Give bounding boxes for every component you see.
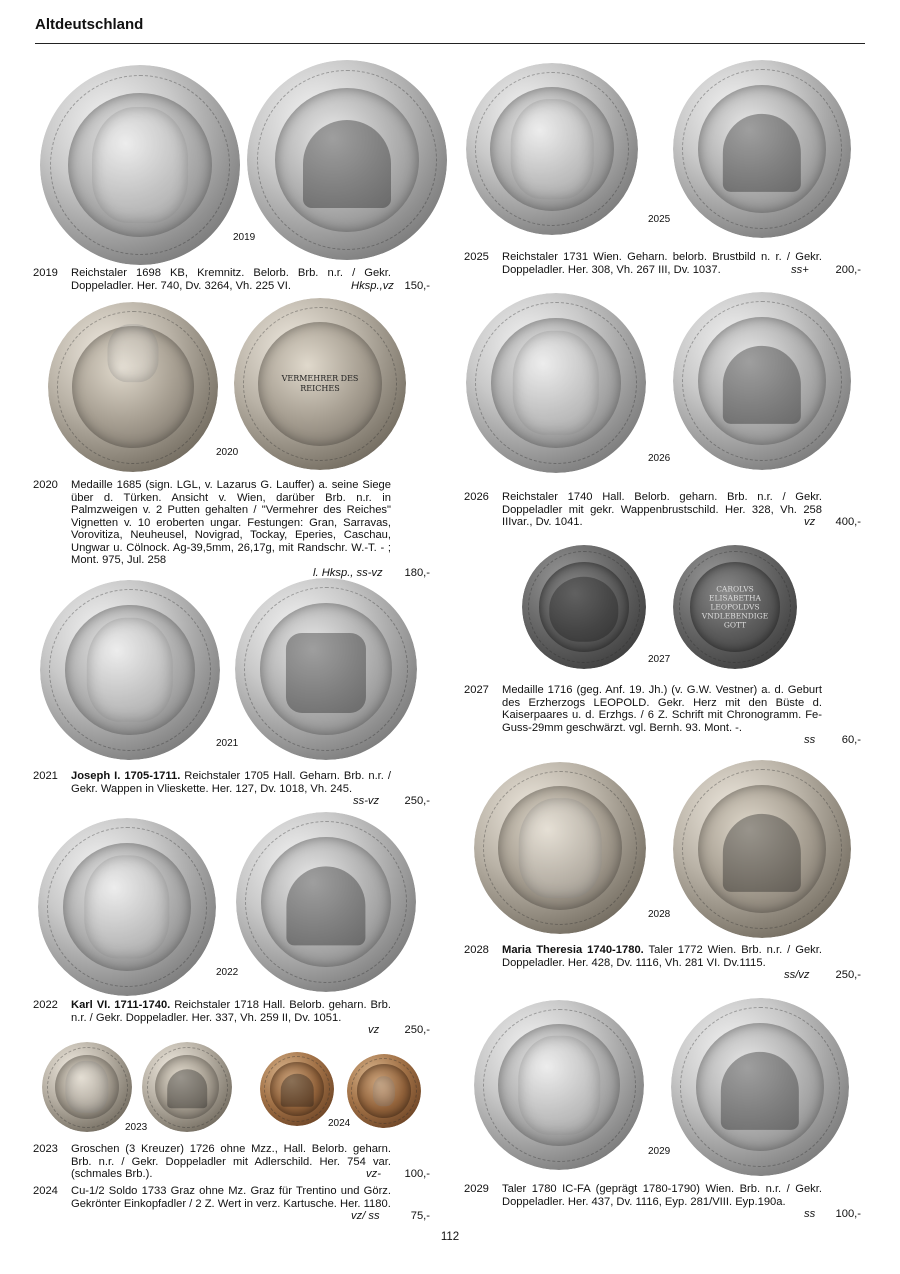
coin-label: 2026 [648,453,671,464]
lot-description: Medaille 1685 (sign. LGL, v. Lazarus G. Lauffer) a. seine Siege über d. Türken. Ansicht v. Wien, darüber Brb. n.r. in Palmzweigen v. 2 Putten gehalten / "Vermehrer des Reiches" Vignetten v. 10 eroberten ungar. Festungen: Gran, Sarravas, Vorovitiza, Neuheusel, Novigrad, Tockay, Eperies, Caschau, Ungwar u. Cölnock. Ag-39,5mm, 26,17g, mit Randschr. W.-T. - ; Mont. 975, Jul. 258 [71,479,391,566]
lot-description: Reichstaler 1731 Wien. Geharn. belorb. Brustbild n. r. / Gekr. Doppeladler. Her. 308, Vh. 267 III, Dv. 1037. [502,251,822,276]
coin-2029-obverse [474,1000,644,1170]
lot-price: 180,- [404,566,430,579]
coin-2020-obverse [48,302,218,472]
lot-price: 100,- [404,1168,430,1180]
lot-grade: vz [368,1024,380,1036]
coin-2021-obverse [40,580,220,760]
coin-label: 2027 [648,654,671,665]
coin-2025-reverse [673,60,851,238]
lot-grade: vz- [366,1168,381,1180]
coin-2020-reverse [234,298,406,470]
coin-label: 2020 [216,447,239,458]
coin-label: 2028 [648,909,671,920]
header-divider [35,43,865,44]
coin-label: 2021 [216,738,239,749]
lot-price: 250,- [835,969,861,981]
coin-2028-obverse [474,762,646,934]
ruler-heading: Maria Theresia 1740-1780. [502,944,644,956]
coin-2024-obverse [260,1052,334,1126]
lot-grade: l. Hksp., ss-vz [313,566,383,579]
lot-number: 2027 [464,684,489,696]
coin-label: 2024 [328,1118,351,1129]
lot-grade: ss-vz [353,795,380,807]
lot-description: Medaille 1716 (geg. Anf. 19. Jh.) (v. G.W. Vestner) a. d. Geburt des Erzherzogs LEOPOLD. Gekr. Herz mit den Büste d. Kaiserpaares u. d. Erzhgs. / 6 Z. Schrift mit Chronogramm. Fe-Guss-29mm geschwärzt. vgl. Bernh. 93. Mont. -. [502,684,822,734]
lot-description: Reichstaler 1740 Hall. Belorb. geharn. Brb. n.r. / Gekr. Doppeladler mit gekr. Wappenbrustschild. Her. 328, Vh. 258 IIIvar., Dv. 1041. [502,491,822,528]
coin-2022-obverse [38,818,216,996]
coin-2023-obverse [42,1042,132,1132]
lot-price: 400,- [835,516,861,528]
lot-number: 2019 [33,267,58,279]
coin-2026-reverse [673,292,851,470]
coin-2021-reverse [235,578,417,760]
coin-2029-reverse [671,998,849,1176]
lot-grade: ss+ [791,263,809,276]
lot-number: 2028 [464,944,489,956]
lot-description: Cu-1/2 Soldo 1733 Graz ohne Mz. Graz für Trentino und Görz. Gekrönter Einkopfadler / 2 Z. Wert in verz. Kartusche. Her. 1180. [71,1185,391,1210]
ruler-heading: Joseph I. 1705-1711. [71,770,181,782]
lot-number: 2021 [33,770,58,782]
lot-description: Reichstaler 1718 Hall. Belorb. geharn. Brb. n.r. / Gekr. Doppeladler. Her. 337, Vh. 259 II, Dv. 1051. [71,999,391,1024]
lot-grade: vz [804,516,816,528]
lot-price: 250,- [404,795,430,807]
coin-label: 2029 [648,1146,671,1157]
ruler-heading: Karl VI. 1711-1740. [71,999,171,1011]
lot-description: Groschen (3 Kreuzer) 1726 ohne Mzz., Hall. Belorb. geharn. Brb. n.r. / Gekr. Doppeladler mit Adlerschild. Her. 754 var. (schmales Brb.). [71,1143,391,1180]
lot-price: 150,- [404,279,430,292]
lot-description: Taler 1780 IC-FA (geprägt 1780-1790) Wien. Brb. n.r. / Gekr. Doppeladler. Her. 437, Dv. 1116, Eyp. 281/VIII. Eyp.190a. [502,1183,822,1208]
coin-2026-obverse [466,293,646,473]
coin-legend: CAROLVS ELISABETHA LEOPOLDVS VNDLEBENDIGE GOTT [701,584,769,630]
lot-price: 100,- [835,1208,861,1220]
lot-grade: vz/ ss [351,1210,380,1222]
page-number: 112 [440,1231,460,1243]
lot-number: 2024 [33,1185,58,1197]
coin-2025-obverse [466,63,638,235]
coin-2019-reverse [247,60,447,260]
lot-grade: ss/vz [784,969,810,981]
coin-2027-obverse [522,545,646,669]
coin-2019-obverse [40,65,240,265]
coin-2024-reverse [347,1054,421,1128]
lot-description: Taler 1772 Wien. Brb. n.r. / Gekr. Doppeladler. Her. 428, Dv. 1116, Vh. 281 VI. Dv.1115. [502,944,822,969]
coin-label: 2025 [648,214,671,225]
coin-2022-reverse [236,812,416,992]
lot-grade: ss [804,734,816,746]
lot-number: 2025 [464,251,489,263]
coin-label: 2022 [216,967,239,978]
lot-description: Reichstaler 1698 KB, Kremnitz. Belorb. Brb. n.r. / Gekr. Doppeladler. Her. 740, Dv. 3264, Vh. 225 VI. [71,267,391,292]
lot-number: 2029 [464,1183,489,1195]
coin-label: 2019 [233,232,256,243]
lot-price: 200,- [835,263,861,276]
lot-grade: Hksp.,vz [351,279,394,292]
coin-label: 2023 [125,1122,148,1133]
lot-number: 2026 [464,491,489,503]
lot-price: 60,- [841,734,861,746]
page-title: Altdeutschland [35,16,144,33]
coin-2028-reverse [673,760,851,938]
lot-number: 2020 [33,479,58,491]
lot-grade: ss [804,1208,816,1220]
lot-price: 75,- [410,1210,430,1222]
coin-legend: VERMEHRER DES REICHES [281,374,359,393]
lot-number: 2023 [33,1143,58,1155]
coin-2023-reverse [142,1042,232,1132]
lot-description: Reichstaler 1705 Hall. Geharn. Brb. n.r. / Gekr. Wappen in Vlieskette. Her. 127, Dv. 1018, Vh. 245. [71,770,391,795]
lot-price: 250,- [404,1024,430,1036]
coin-2027-reverse [673,545,797,669]
lot-number: 2022 [33,999,58,1011]
